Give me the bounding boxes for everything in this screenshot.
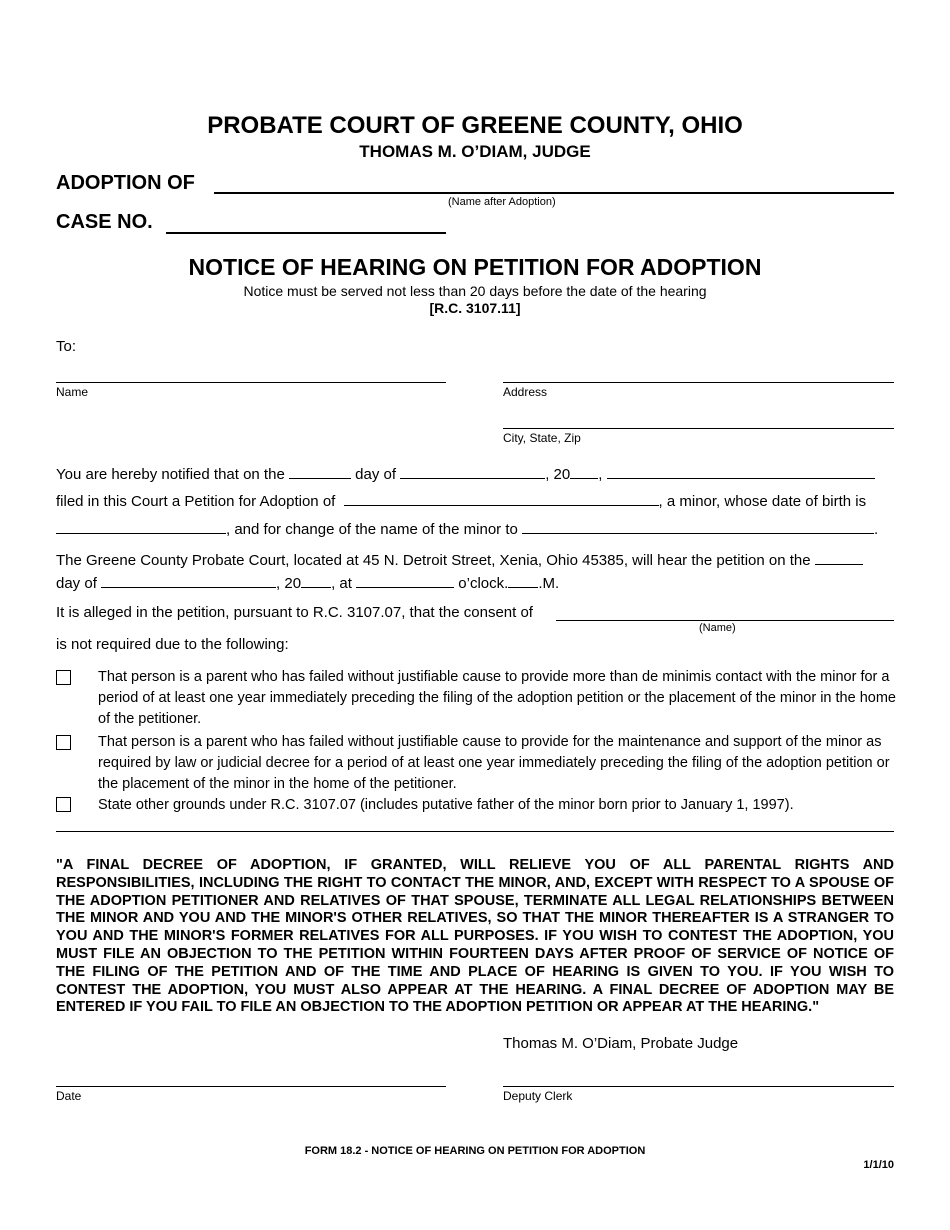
notice-line-1: [56, 464, 875, 483]
filing-year-field[interactable]: [570, 464, 598, 479]
date-field[interactable]: [56, 1086, 446, 1087]
court-title: PROBATE COURT OF GREENE COUNTY, OHIO: [207, 112, 743, 139]
date-label: Date: [56, 1089, 82, 1103]
address-label: Address: [503, 385, 548, 399]
ground-1-text: That person is a parent who has failed without justifiable cause to provide more than de minimis contact with the minor for a period of at least one year immediately preceding the filing of the adoption petition or the placement of the minor in the home of the petitioner.: [98, 669, 896, 727]
text: day of: [56, 575, 97, 592]
recipient-name-field[interactable]: [56, 382, 446, 383]
name-hint: (Name): [699, 622, 736, 634]
notice-line-6: [56, 604, 533, 621]
ground-3-checkbox[interactable]: [56, 797, 71, 812]
am-pm-field[interactable]: [508, 573, 538, 588]
text: .M.: [538, 575, 560, 592]
recipient-city-field[interactable]: [503, 428, 894, 429]
text: , at: [331, 575, 352, 592]
legal-warning: "A FINAL DECREE OF ADOPTION, IF GRANTED, WILL RELIEVE YOU OF ALL PARENTAL RIGHTS AND RESPONSIBILITIES, INCLUDING THE RIGHT TO CONTACT THE MINOR, AND, EXCEPT WITH RESPECT TO A SPOUSE OF THE ADOPTION PETITIONER AND RELATIVES OF THAT SPOUSE, TERMINATE ALL LEGAL RELATIONSHIPS BETWEEN THE MINOR AND YOU AND THE MINOR'S OTHER RELATIVES, SO THAT THE MINOR THEREAFTER IS A STRANGER TO YOU AND THE MINOR'S FORMER RELATIVES FOR ALL PURPOSES. IF YOU WISH TO CONTEST THE ADOPTION, YOU MUST FILE AN OBJECTION TO THE PETITION WITHIN FOURTEEN DAYS AFTER PROOF OF SERVICE OF NOTICE OF THE FILING OF THE PETITION AND OF THE TIME AND PLACE OF HEARING IS GIVEN TO YOU. IF YOU WISH TO CONTEST THE ADOPTION, YOU MUST ALSO APPEAR AT THE HEARING. A FINAL DECREE OF ADOPTION MAY BE ENTERED IF YOU FAIL TO FILE AN OBJECTION TO THE ADOPTION PETITION OR APPEAR AT THE HEARING.": [56, 857, 894, 1016]
case-number-field[interactable]: [166, 232, 446, 234]
minor-name-field[interactable]: [344, 491, 659, 506]
ground-3-text: State other grounds under R.C. 3107.07 (includes putative father of the minor born prior to January 1, 1997).: [98, 797, 794, 813]
case-no-label: CASE NO.: [56, 211, 153, 233]
adoption-of-label: ADOPTION OF: [56, 172, 195, 194]
text: , 20: [545, 466, 571, 483]
ground-1-checkbox[interactable]: [56, 670, 71, 685]
ground-2-checkbox[interactable]: [56, 735, 71, 750]
name-after-adoption-hint: (Name after Adoption): [448, 196, 556, 208]
notice-line-2: [56, 491, 866, 510]
text: filed in this Court a Petition for Adoption of: [56, 493, 336, 510]
consent-person-field[interactable]: [556, 620, 894, 621]
form-name: FORM 18.2 - NOTICE OF HEARING ON PETITION FOR ADOPTION: [304, 1145, 646, 1157]
form-revision: 1/1/10: [863, 1159, 894, 1171]
hearing-year-field[interactable]: [301, 573, 331, 588]
notice-title: NOTICE OF HEARING ON PETITION FOR ADOPTION: [188, 254, 762, 280]
filing-day-field[interactable]: [289, 464, 351, 479]
text: o’clock.: [458, 575, 509, 592]
judge-name: THOMAS M. O’DIAM, JUDGE: [359, 142, 591, 161]
notice-line-5: [56, 573, 559, 592]
text: day of: [355, 466, 397, 483]
recipient-address-field[interactable]: [503, 382, 894, 383]
section-divider: [56, 831, 894, 832]
text: , 20: [276, 575, 302, 592]
text: .: [874, 521, 879, 538]
text: , a minor, whose date of birth is: [658, 493, 867, 510]
text: is not required due to the following:: [56, 636, 289, 653]
text: You are hereby notified that on the: [56, 466, 285, 483]
to-label: To:: [56, 338, 77, 355]
notice-line-7: [56, 636, 289, 653]
text: ,: [598, 466, 603, 483]
hearing-month-field[interactable]: [101, 573, 276, 588]
petitioner-field[interactable]: [607, 464, 875, 479]
name-label: Name: [56, 385, 89, 399]
notice-subtitle: Notice must be served not less than 20 days before the date of the hearing: [243, 283, 707, 299]
judge-signature: Thomas M. O’Diam, Probate Judge: [503, 1035, 739, 1052]
text: It is alleged in the petition, pursuant to R.C. 3107.07, that the consent of: [56, 604, 533, 621]
deputy-clerk-label: Deputy Clerk: [503, 1089, 573, 1103]
adoption-name-field[interactable]: [214, 192, 894, 194]
hearing-time-field[interactable]: [356, 573, 454, 588]
ground-2-text: That person is a parent who has failed without justifiable cause to provide for the maintenance and support of the minor as required by law or judicial decree for a period of at least one year immediately preceding the filing of the adoption petition or the placement of the minor in the home of the petitioner.: [98, 734, 890, 792]
text: , and for change of the name of the minor to: [226, 521, 518, 538]
filing-month-field[interactable]: [400, 464, 545, 479]
text: The Greene County Probate Court, located at 45 N. Detroit Street, Xenia, Ohio 45385, will hear the petition on the: [56, 552, 811, 569]
birth-date-field[interactable]: [56, 519, 226, 534]
new-name-field[interactable]: [522, 519, 874, 534]
notice-line-3: [56, 519, 878, 538]
statute-reference: [R.C. 3107.11]: [429, 300, 521, 316]
city-state-zip-label: City, State, Zip: [503, 431, 581, 445]
hearing-day-field[interactable]: [815, 550, 863, 565]
deputy-clerk-field[interactable]: [503, 1086, 894, 1087]
notice-line-4: [56, 550, 863, 569]
